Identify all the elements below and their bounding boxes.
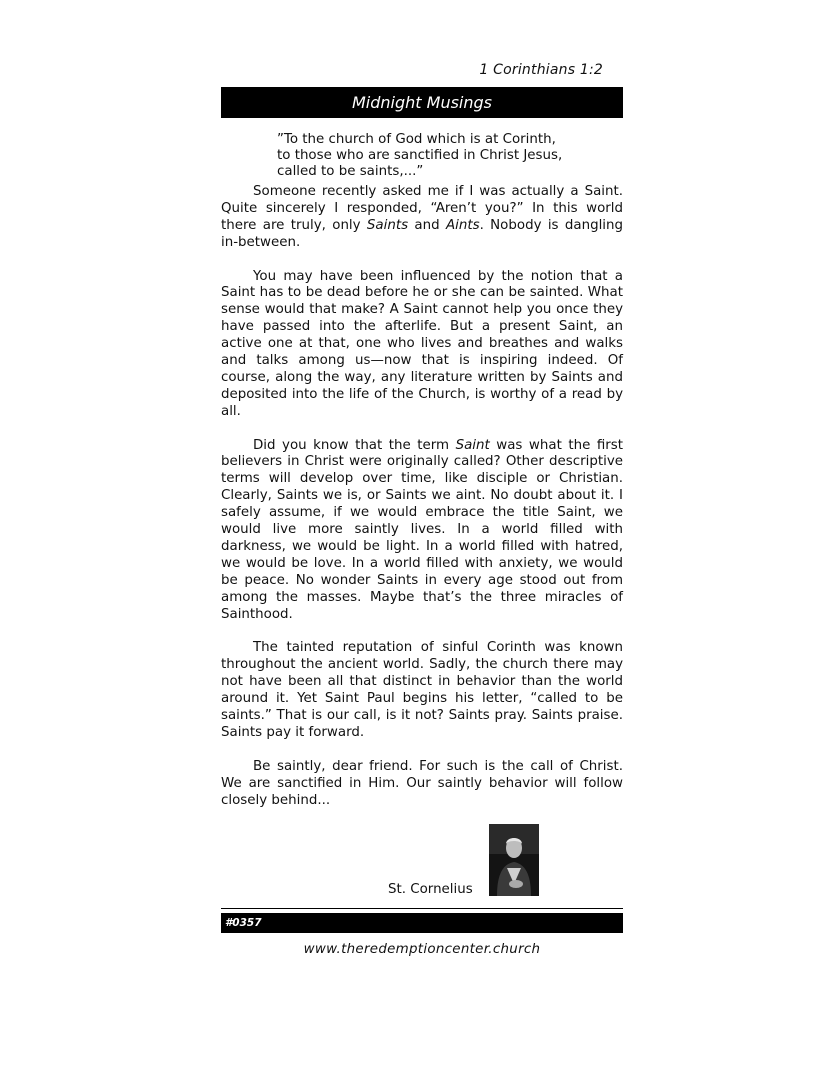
footer-divider: [221, 908, 623, 909]
scripture-quote: [277, 132, 607, 180]
paragraph-text: Did you know that the term: [253, 437, 456, 453]
paragraph-text: Someone recently asked me if I was actually a Saint. Quite sincerely I responded, “Aren’t you?” In this world there are truly, only: [221, 184, 623, 233]
paragraph-4: The tainted reputation of sinful Corinth was known throughout the ancient world. Sadly, the church there may not have been all that distinct in behavior than the world around it. Yet Saint Paul begins his letter, “called to be saints.” That is our call, is it not? Saints pray. Saints praise. Saints pay it forward.: [221, 640, 623, 740]
column-title: Midnight Musings: [221, 87, 623, 118]
website-url[interactable]: www.theredemptioncenter.church: [303, 942, 541, 957]
emphasis-saints: Saints: [366, 217, 409, 233]
paragraph-text: . Nobody is dangling in-between.: [221, 217, 623, 250]
scripture-reference: 1 Corinthians 1:2: [479, 62, 603, 78]
quote-line: to those who are sanctified in Christ Jesus,: [277, 148, 563, 163]
author-signature: St. Cornelius: [388, 882, 473, 897]
issue-number: #0357: [221, 913, 623, 933]
paragraph-text: and: [408, 217, 446, 233]
emphasis-saint: Saint: [455, 437, 490, 453]
paragraph-5: Be saintly, dear friend. For such is the call of Christ. We are sanctified in Him. Our saintly behavior will follow closely behind...: [221, 758, 623, 808]
paragraph-3: [221, 438, 623, 624]
author-portrait-image: [489, 824, 539, 896]
paragraph-2: You may have been influenced by the notion that a Saint has to be dead before he or she can be sainted. What sense would that make? A Saint cannot help you once they have passed into the afterlife. But a present Saint, an active one at that, one who lives and breathes and walks and talks among us—now that is inspiring indeed. Of course, along the way, any literature written by Saints and deposited into the life of the Church, is worthy of a read by all.: [221, 268, 623, 419]
article-body: [221, 184, 623, 826]
paragraph-text: was what the first believers in Christ were originally called? Other descriptive terms will develop over time, like disciple or Christian. Clearly, Saints we is, or Saints we aint. No doubt about it. I safely assume, if we would embrace the title Saint, we would live more saintly lives. In a world filled with darkness, we would be light. In a world filled with hatred, we would be love. In a world filled with anxiety, we would be peace. No wonder Saints in every age stood out from among the masses. Maybe that’s the three miracles of Sainthood.: [221, 437, 623, 622]
author-photo: [489, 824, 539, 896]
quote-line: ”To the church of God which is at Corinth,: [277, 132, 556, 147]
paragraph-1: [221, 184, 623, 252]
quote-line: called to be saints,...”: [277, 164, 424, 179]
emphasis-aints: Aints: [445, 217, 480, 233]
